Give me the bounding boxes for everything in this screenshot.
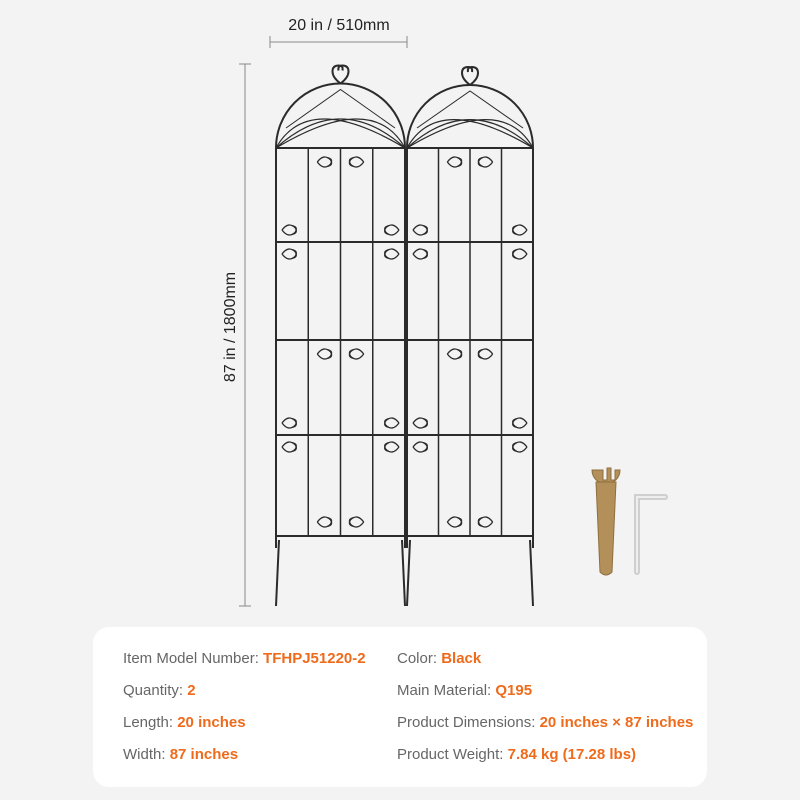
spec-value: 20 inches × 87 inches bbox=[539, 714, 694, 731]
width-dimension-label: 20 in / 510mm bbox=[288, 17, 390, 34]
height-dimension-label: 87 in / 1800mm bbox=[222, 271, 239, 383]
spec-value: Q195 bbox=[495, 682, 533, 699]
spec-value: 2 bbox=[187, 682, 196, 699]
spec-key: Width: bbox=[123, 746, 170, 763]
spec-key: Length: bbox=[123, 714, 178, 731]
allen-key-icon bbox=[637, 497, 665, 572]
spec-key: Color: bbox=[397, 650, 442, 667]
spec-product-weight bbox=[397, 746, 636, 763]
width-dimension-line bbox=[270, 36, 407, 48]
spec-key: Item Model Number: bbox=[123, 650, 264, 667]
spec-value: 7.84 kg (17.28 lbs) bbox=[507, 746, 637, 763]
spec-card bbox=[93, 627, 707, 787]
trellis-panel-left bbox=[276, 66, 405, 607]
spec-value: 87 inches bbox=[169, 746, 239, 763]
spec-key: Product Dimensions: bbox=[397, 714, 540, 731]
spec-key: Main Material: bbox=[397, 682, 496, 699]
spec-color bbox=[397, 650, 481, 667]
spec-value: TFHPJ51220-2 bbox=[263, 650, 366, 667]
spec-quantity bbox=[123, 682, 196, 699]
height-dimension-line bbox=[239, 64, 251, 606]
spec-product-dimensions bbox=[397, 714, 693, 731]
spec-value: Black bbox=[441, 650, 482, 667]
spec-width bbox=[123, 746, 238, 763]
spec-value: 20 inches bbox=[177, 714, 246, 731]
spec-key: Quantity: bbox=[123, 682, 188, 699]
spec-length bbox=[123, 714, 246, 731]
spec-key: Product Weight: bbox=[397, 746, 508, 763]
spec-main-material bbox=[397, 682, 532, 699]
wrench-icon bbox=[592, 468, 620, 575]
trellis-panel-right bbox=[407, 67, 533, 606]
spec-model-number bbox=[123, 650, 366, 667]
